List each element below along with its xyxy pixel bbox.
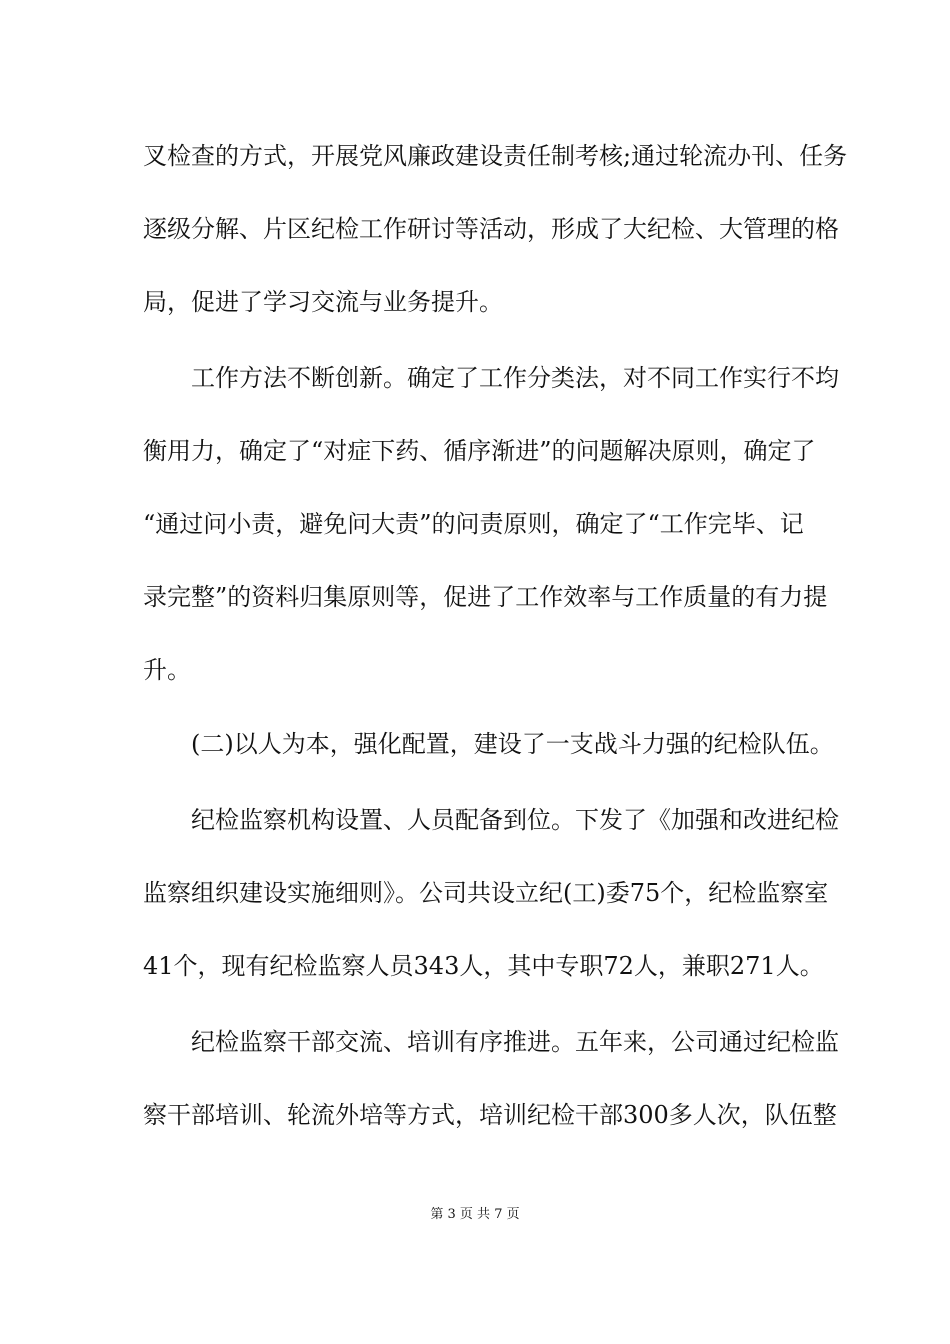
text-line-2: 逐级分解、片区纪检工作研讨等活动，形成了大纪检、大管理的格 xyxy=(143,215,839,243)
text-line-14: 察干部培训、轮流外培等方式，培训纪检干部300多人次，队伍整 xyxy=(143,1101,837,1129)
text-line-10: 纪检监察机构设置、人员配备到位。下发了《加强和改进纪检 xyxy=(191,806,839,834)
text-line-1: 叉检查的方式，开展党风廉政建设责任制考核;通过轮流办刊、任务 xyxy=(143,142,848,170)
page-number-footer: 第 3 页 共 7 页 xyxy=(430,1207,520,1222)
text-line-7: 录完整”的资料归集原则等，促进了工作效率与工作质量的有力提 xyxy=(143,583,828,611)
text-line-3: 局，促进了学习交流与业务提升。 xyxy=(143,288,503,316)
text-line-11: 监察组织建设实施细则》。公司共设立纪(工)委75个，纪检监察室 xyxy=(143,879,829,907)
text-line-12: 41个，现有纪检监察人员343人，其中专职72人，兼职271人。 xyxy=(143,952,824,980)
text-line-6: “通过问小责，避免问大责”的问责原则，确定了“工作完毕、记 xyxy=(143,510,804,538)
text-line-4: 工作方法不断创新。确定了工作分类法，对不同工作实行不均 xyxy=(191,364,839,392)
text-line-8: 升。 xyxy=(143,656,191,684)
text-line-5: 衡用力，确定了“对症下药、循序渐进”的问题解决原则，确定了 xyxy=(143,437,816,465)
text-line-13: 纪检监察干部交流、培训有序推进。五年来，公司通过纪检监 xyxy=(191,1028,839,1056)
section-heading: (二)以人为本，强化配置，建设了一支战斗力强的纪检队伍。 xyxy=(191,730,834,758)
